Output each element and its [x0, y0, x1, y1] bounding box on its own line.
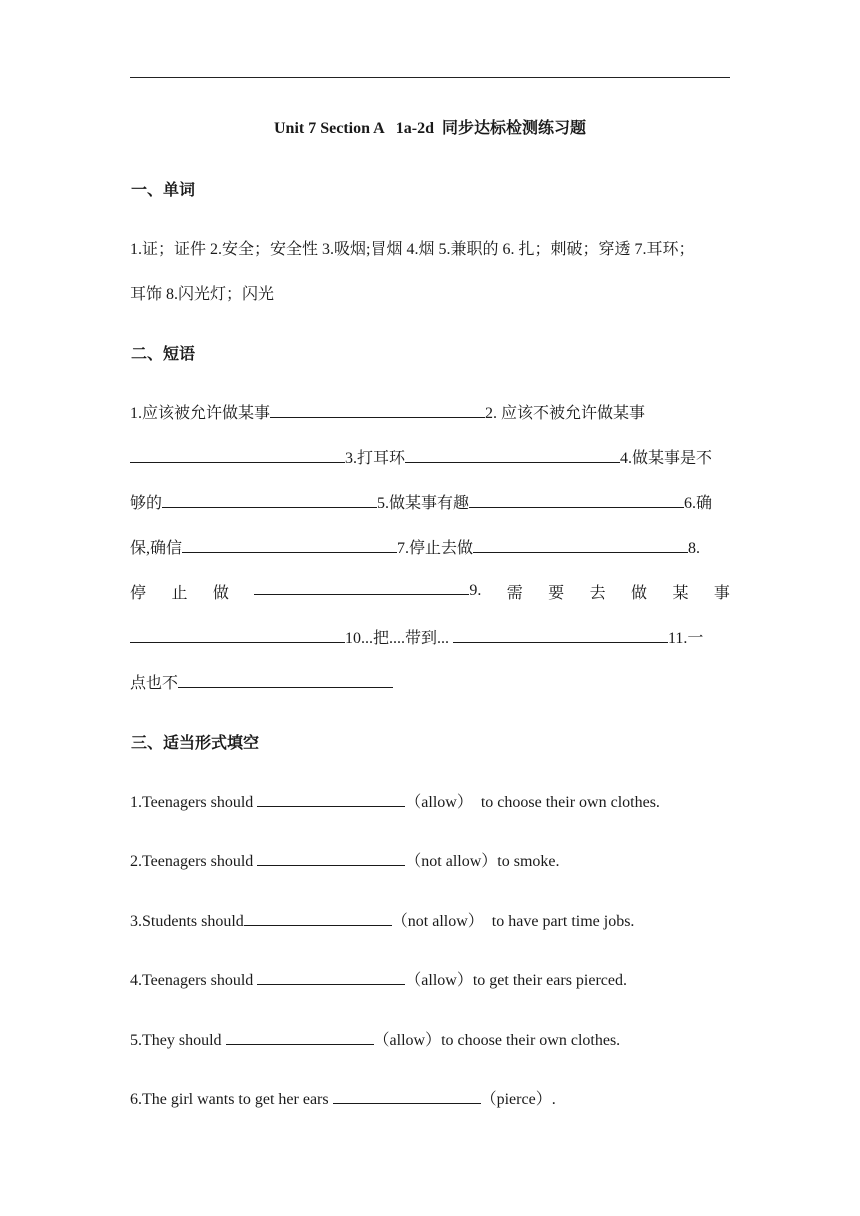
- phrase-char: 要: [548, 585, 565, 602]
- phrase-char: 去: [589, 585, 606, 602]
- answer-blank[interactable]: [182, 538, 397, 553]
- fill-prompt: 6.The girl wants to get her ears: [130, 1091, 333, 1108]
- answer-blank[interactable]: [257, 792, 405, 807]
- answer-blank[interactable]: [453, 628, 668, 643]
- answer-blank[interactable]: [333, 1089, 481, 1104]
- fill-item-5: [130, 1027, 620, 1050]
- fill-item-1: [130, 789, 660, 812]
- answer-blank[interactable]: [405, 448, 620, 463]
- answer-blank[interactable]: [270, 403, 485, 418]
- phrase-row-7: [130, 670, 393, 693]
- header-rule: [130, 77, 730, 78]
- phrase-text: 保,确信: [130, 540, 183, 557]
- phrase-text: 9.: [469, 582, 482, 599]
- phrase-char: 停: [130, 585, 147, 602]
- answer-blank[interactable]: [473, 538, 688, 553]
- phrase-text: 点也不: [130, 675, 179, 692]
- fill-hint: （pierce）.: [480, 1091, 556, 1108]
- phrase-text: 2. 应该不被允许做某事: [485, 405, 646, 422]
- phrase-row-2: [130, 445, 712, 468]
- answer-blank[interactable]: [130, 448, 345, 463]
- phrase-text: 7.停止去做: [397, 540, 474, 557]
- fill-hint: （not allow） to have part time jobs.: [391, 913, 635, 930]
- fill-hint: （allow）to choose their own clothes.: [373, 1032, 621, 1049]
- answer-blank[interactable]: [162, 493, 377, 508]
- answer-blank[interactable]: [257, 851, 405, 866]
- phrase-char: 某: [672, 585, 689, 602]
- phrase-row-5: [130, 580, 730, 603]
- fill-prompt: 4.Teenagers should: [130, 972, 258, 989]
- answer-blank[interactable]: [226, 1030, 374, 1045]
- phrase-text: 10...把....带到...: [345, 630, 450, 647]
- fill-hint: （allow）to get their ears pierced.: [405, 972, 627, 989]
- words-line-2: 耳饰 8.闪光灯；闪光: [130, 286, 275, 303]
- section-heading-words: 一、单词: [131, 180, 196, 199]
- phrase-char: 事: [713, 585, 730, 602]
- fill-item-2: [130, 848, 560, 871]
- phrase-row-3: [130, 490, 712, 513]
- fill-prompt: 2.Teenagers should: [130, 853, 258, 870]
- phrase-text: 够的: [130, 495, 163, 512]
- page-title: Unit 7 Section A 1a-2d 同步达标检测练习题: [273, 120, 587, 137]
- phrase-char: 止: [171, 585, 188, 602]
- answer-blank[interactable]: [469, 493, 684, 508]
- phrase-char: 做: [212, 585, 229, 602]
- phrase-item: [254, 580, 481, 603]
- phrase-text: 11.一: [668, 630, 704, 647]
- phrase-text: 5.做某事有趣: [377, 495, 470, 512]
- answer-blank[interactable]: [254, 580, 469, 595]
- phrase-text: 3.打耳环: [345, 450, 406, 467]
- phrase-char: 做: [631, 585, 648, 602]
- fill-prompt: 3.Students should: [130, 913, 244, 930]
- phrase-char: 需: [506, 585, 523, 602]
- fill-prompt: 1.Teenagers should: [130, 794, 258, 811]
- fill-item-4: [130, 967, 627, 990]
- fill-hint: （allow） to choose their own clothes.: [405, 794, 660, 811]
- answer-blank[interactable]: [257, 970, 405, 985]
- phrase-text: 6.确: [684, 495, 713, 512]
- fill-item-6: [130, 1086, 556, 1109]
- answer-blank[interactable]: [130, 628, 345, 643]
- answer-blank[interactable]: [244, 911, 392, 926]
- phrase-item: [130, 400, 645, 423]
- phrase-text: 8.: [688, 540, 701, 557]
- fill-prompt: 5.They should: [130, 1032, 226, 1049]
- fill-item-3: [130, 908, 634, 931]
- words-line-1: 1.证；证件 2.安全；安全性 3.吸烟;冒烟 4.烟 5.兼职的 6. 扎；刺破；穿透 7.耳环；: [130, 241, 695, 258]
- fill-hint: （not allow）to smoke.: [405, 853, 560, 870]
- phrase-text: 4.做某事是不: [620, 450, 713, 467]
- phrase-text: 1.应该被允许做某事: [130, 405, 271, 422]
- section-heading-fill: 三、适当形式填空: [131, 733, 260, 752]
- section-heading-phrases: 二、短语: [131, 344, 196, 363]
- phrase-row-6: [130, 625, 703, 648]
- phrase-row-4: [130, 535, 700, 558]
- answer-blank[interactable]: [178, 673, 393, 688]
- phrase-row-1: [130, 400, 730, 423]
